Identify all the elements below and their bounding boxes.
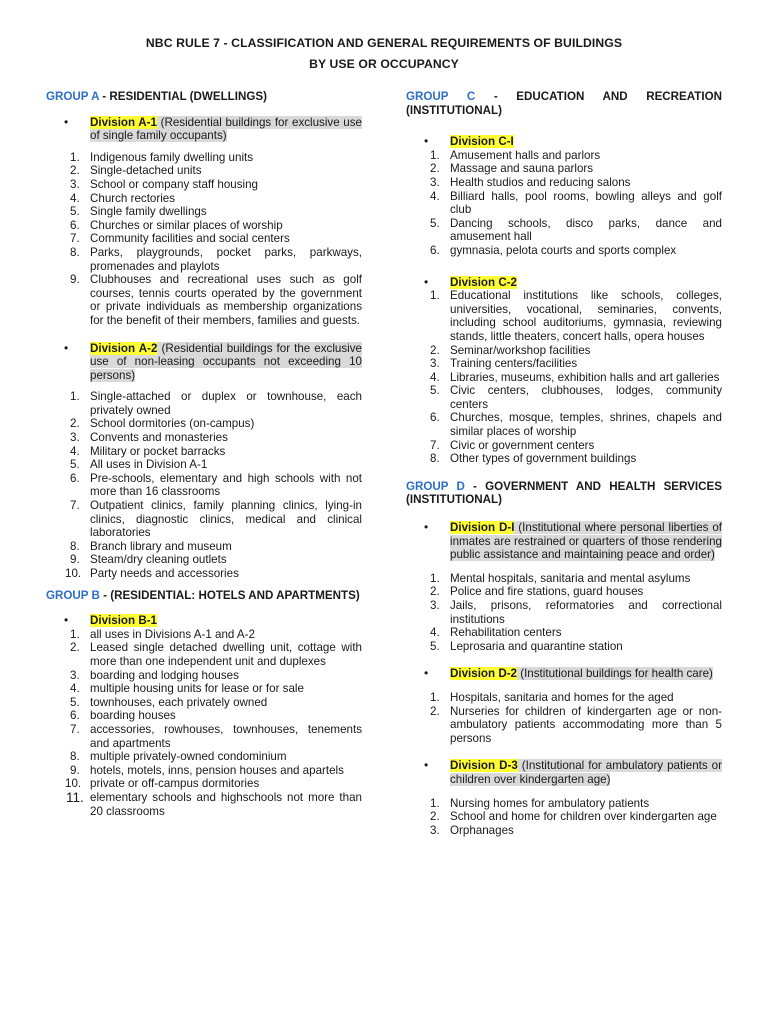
list-item-text: Orphanages: [450, 823, 514, 837]
division-d1-heading: [406, 521, 722, 562]
list-number: 8.: [70, 539, 80, 553]
list-item: [406, 149, 722, 163]
group-c-label: GROUP C: [406, 90, 476, 103]
list-number: 6.: [70, 218, 80, 232]
list-item-text: accessories, rowhouses, townhouses, tenements and apartments: [90, 722, 362, 750]
list-number: 1.: [70, 627, 80, 641]
list-item: [46, 669, 362, 683]
list-item: [406, 640, 722, 654]
division-d2-list: [406, 691, 722, 745]
group-d-label: GROUP D: [406, 479, 465, 493]
list-number: 2.: [430, 585, 440, 599]
list-number: 1.: [430, 148, 440, 162]
list-number: 3.: [430, 175, 440, 189]
list-item: [406, 705, 722, 746]
list-item: [406, 190, 722, 217]
list-item-text: Dancing schools, disco parks, dance and amusement hall: [450, 216, 722, 244]
list-number: 2.: [430, 810, 440, 824]
list-item-text: Nursing homes for ambulatory patients: [450, 796, 650, 810]
list-item-text: Churches, mosque, temples, shrines, chapels and similar places of worship: [450, 411, 722, 439]
list-number: 4.: [430, 370, 440, 384]
list-number: 4.: [70, 444, 80, 458]
list-number: 1.: [430, 289, 440, 303]
division-b1-list: [46, 628, 362, 818]
bullet-icon: •: [64, 114, 69, 129]
list-item: [406, 439, 722, 453]
list-item: [46, 641, 362, 668]
list-number: 9.: [70, 763, 80, 777]
document-title: NBC RULE 7 - CLASSIFICATION AND GENERAL REQUIREMENTS OF BUILDINGS: [145, 36, 623, 50]
division-b1-name: Division B-1: [90, 614, 157, 628]
bullet-icon: •: [424, 520, 429, 535]
list-number: 4.: [430, 626, 440, 640]
division-d2-name: Division D-2: [450, 667, 517, 681]
division-a2-list: [46, 390, 362, 580]
division-a2-desc: (Residential buildings for the exclusive use of non-leasing occupants not exceeding 10 persons): [90, 341, 362, 382]
list-item: [406, 411, 722, 438]
list-item-text: Civic or government centers: [450, 438, 595, 452]
list-number: 6.: [70, 709, 80, 723]
list-item-text: Leprosaria and quarantine station: [450, 639, 623, 653]
list-number: 7.: [430, 438, 440, 452]
list-item-text: Churches or similar places of worship: [90, 218, 283, 232]
list-item-text: All uses in Division A-1: [90, 458, 208, 472]
right-column: [406, 90, 722, 837]
list-item-text: multiple housing units for lease or for sale: [90, 682, 304, 696]
division-d3-list: [406, 797, 722, 838]
group-d-heading: [406, 480, 722, 507]
group-c-title: - EDUCATION AND RECREATION (INSTITUTIONAL): [406, 90, 722, 117]
list-item: [46, 709, 362, 723]
list-item: [46, 540, 362, 554]
list-item: [46, 567, 362, 581]
list-item: [46, 458, 362, 472]
group-b-heading: [46, 589, 362, 603]
division-d2-desc: (Institutional buildings for health care): [517, 667, 713, 681]
list-item: [46, 777, 362, 791]
list-item: [46, 178, 362, 192]
list-item: [406, 289, 722, 343]
list-item: [406, 384, 722, 411]
list-item: [46, 164, 362, 178]
list-item: [406, 691, 722, 705]
list-number: 8.: [70, 245, 80, 259]
list-item-text: Billiard halls, pool rooms, bowling alleys and golf club: [450, 189, 722, 217]
list-item-text: Branch library and museum: [90, 539, 232, 553]
list-item: [46, 273, 362, 327]
list-item-text: Massage and sauna parlors: [450, 162, 594, 176]
division-d1-list: [406, 572, 722, 654]
list-number: 2.: [430, 162, 440, 176]
list-item-text: Military or pocket barracks: [90, 444, 226, 458]
list-item-text: Indigenous family dwelling units: [90, 150, 254, 164]
list-item-text: Amusement halls and parlors: [450, 148, 601, 162]
group-b-label: GROUP B: [46, 588, 100, 602]
division-a1-name: Division A-1: [90, 115, 157, 129]
list-item-text: Single-attached or duplex or townhouse, each privately owned: [90, 390, 362, 417]
list-item-text: Training centers/facilities: [450, 357, 578, 371]
group-a-title: - RESIDENTIAL (DWELLINGS): [99, 90, 267, 103]
list-number: 5.: [70, 458, 80, 472]
list-number: 1.: [70, 150, 80, 164]
list-item: [406, 244, 722, 258]
list-item: [46, 390, 362, 417]
list-item-text: Single-detached units: [90, 164, 202, 178]
list-item: [406, 797, 722, 811]
list-item-text: townhouses, each privately owned: [90, 695, 268, 709]
list-item-text: Libraries, museums, exhibition halls and art galleries: [450, 370, 720, 384]
list-number: 6.: [70, 471, 80, 485]
list-number: 1.: [70, 390, 80, 404]
list-item-text: Party needs and accessories: [90, 567, 239, 580]
division-c2-name: Division C-2: [450, 275, 517, 289]
division-a2-name: Division A-2: [90, 341, 158, 355]
list-item: [46, 192, 362, 206]
list-number: 5.: [430, 639, 440, 653]
list-number: 1.: [430, 796, 440, 810]
division-c2-list: [406, 289, 722, 466]
list-item-text: Educational institutions like schools, colleges, universities, vocational, seminaries, convents, including school auditoriums, gymnasia, reviewing stands, little theaters, concert halls, opera houses: [450, 289, 722, 343]
list-item: [46, 791, 362, 818]
list-item: [46, 764, 362, 778]
list-item: [46, 205, 362, 219]
list-item-text: Health studios and reducing salons: [450, 175, 631, 189]
list-item: [46, 628, 362, 642]
division-c1-heading: [406, 135, 722, 149]
list-item-text: boarding and lodging houses: [90, 668, 239, 682]
list-item-text: School and home for children over kindergarten age: [450, 810, 717, 824]
list-item: [46, 553, 362, 567]
list-item-text: Rehabilitation centers: [450, 626, 562, 640]
list-number: 5.: [430, 216, 440, 230]
list-item-text: School or company staff housing: [90, 177, 258, 191]
bullet-icon: •: [64, 613, 69, 628]
list-item-text: Hospitals, sanitaria and homes for the aged: [450, 690, 674, 704]
list-item-text: Pre-schools, elementary and high schools with not more than 16 classrooms: [90, 471, 362, 499]
list-item-text: Seminar/workshop facilities: [450, 343, 591, 357]
list-item-text: Steam/dry cleaning outlets: [90, 553, 227, 567]
list-number: 2.: [430, 704, 440, 718]
list-item: [406, 585, 722, 599]
list-number: 1.: [430, 571, 440, 585]
list-item: [46, 499, 362, 540]
list-number: 8.: [70, 750, 80, 764]
list-number: 9.: [70, 553, 80, 567]
division-c1-name: Division C-I: [450, 135, 514, 149]
group-b-title: - (RESIDENTIAL: HOTELS AND APARTMENTS): [99, 588, 360, 602]
division-d2-heading: [406, 667, 722, 681]
list-item-text: Clubhouses and recreational uses such as golf courses, tennis courts operated by the government or private individuals as membership organizations for the benefit of their members, families and guests.: [90, 273, 362, 327]
list-item-text: elementary schools and highschools not more than 20 classrooms: [90, 790, 362, 818]
list-item: [406, 176, 722, 190]
division-a1-list: [46, 151, 362, 328]
list-item-text: School dormitories (on-campus): [90, 417, 255, 431]
list-number: 7.: [70, 232, 80, 246]
division-d3-desc: (Institutional for ambulatory patients or children over kindergarten age): [450, 759, 722, 786]
list-number: 2.: [70, 164, 80, 178]
group-d-title: - GOVERNMENT AND HEALTH SERVICES (INSTITUTIONAL): [406, 479, 722, 507]
list-item-text: Church rectories: [90, 191, 176, 205]
list-number: 2.: [430, 343, 440, 357]
division-a2-heading: [46, 342, 362, 383]
list-item-text: hotels, motels, inns, pension houses and apartels: [90, 763, 344, 777]
list-item: [46, 750, 362, 764]
list-item: [46, 723, 362, 750]
bullet-icon: •: [424, 758, 429, 773]
list-item: [46, 431, 362, 445]
list-item-text: Police and fire stations, guard houses: [450, 585, 644, 599]
list-number: 5.: [70, 205, 80, 219]
list-number: 10.: [65, 567, 82, 580]
list-item-text: Leased single detached dwelling unit, cottage with more than one independent unit and duplexes: [90, 641, 362, 668]
division-d1-desc: (Institutional where personal liberties of inmates are restrained or quarters of those rendering public assistance and maintaining peace and order): [450, 521, 722, 562]
list-number: 4.: [430, 189, 440, 203]
list-number: 7.: [70, 722, 80, 736]
list-item: [406, 810, 722, 824]
list-item: [406, 626, 722, 640]
list-number: 2.: [70, 417, 80, 431]
bullet-icon: •: [424, 274, 429, 289]
list-number: 6.: [430, 411, 440, 425]
list-number: 10.: [65, 777, 82, 791]
division-d3-heading: [406, 759, 722, 786]
group-a-label: GROUP A: [46, 90, 100, 103]
list-item-text: Outpatient clinics, family planning clinics, lying-in clinics, diagnostic clinics, medical and clinical laboratories: [90, 499, 362, 540]
document-subtitle: BY USE OR OCCUPANCY: [309, 57, 459, 71]
list-item-text: Other types of government buildings: [450, 452, 637, 466]
division-b1-heading: [46, 614, 362, 628]
bullet-icon: •: [424, 666, 429, 681]
list-number: 11.: [66, 789, 84, 805]
list-item-text: private or off-campus dormitories: [90, 777, 260, 791]
list-item-text: Nurseries for children of kindergarten age or non-ambulatory patients accommodating more than 5 persons: [450, 704, 722, 745]
list-number: 3.: [430, 823, 440, 837]
list-number: 3.: [70, 668, 80, 682]
list-item-text: multiple privately-owned condominium: [90, 750, 287, 764]
list-number: 9.: [70, 273, 80, 287]
list-item: [406, 452, 722, 466]
list-item: [46, 219, 362, 233]
list-item-text: Jails, prisons, reformatories and correctional institutions: [450, 599, 722, 626]
list-number: 3.: [430, 357, 440, 371]
list-item: [46, 696, 362, 710]
list-number: 5.: [430, 384, 440, 398]
list-item-text: Single family dwellings: [90, 205, 207, 219]
list-item-text: Community facilities and social centers: [90, 232, 290, 246]
left-column: [46, 90, 362, 818]
list-number: 6.: [430, 243, 440, 257]
list-number: 3.: [70, 177, 80, 191]
list-item: [46, 417, 362, 431]
list-number: 3.: [70, 431, 80, 445]
list-item: [46, 151, 362, 165]
list-item: [406, 824, 722, 838]
division-a1-desc: (Residential buildings for exclusive use of single family occupants): [90, 115, 362, 143]
list-item: [46, 246, 362, 273]
list-item: [46, 232, 362, 246]
division-c1-list: [406, 149, 722, 258]
list-item-text: all uses in Divisions A-1 and A-2: [90, 627, 255, 641]
list-item-text: Civic centers, clubhouses, lodges, community centers: [450, 384, 722, 411]
list-item-text: boarding houses: [90, 709, 176, 723]
list-item-text: gymnasia, pelota courts and sports complex: [450, 243, 677, 257]
list-item: [406, 344, 722, 358]
division-c2-heading: [406, 276, 722, 290]
list-item: [46, 682, 362, 696]
list-number: 7.: [70, 499, 80, 513]
division-d3-name: Division D-3: [450, 759, 518, 773]
list-number: 4.: [70, 191, 80, 205]
division-a1-heading: [46, 116, 362, 143]
list-number: 5.: [70, 695, 80, 709]
list-item: [46, 445, 362, 459]
list-item: [406, 162, 722, 176]
list-number: 3.: [430, 599, 440, 612]
list-number: 4.: [70, 682, 80, 696]
bullet-icon: •: [424, 134, 429, 149]
list-item-text: Convents and monasteries: [90, 431, 228, 445]
list-number: 1.: [430, 690, 440, 704]
list-item-text: Parks, playgrounds, pocket parks, parkways, promenades and playlots: [90, 245, 362, 273]
list-number: 8.: [430, 452, 440, 466]
list-item: [46, 472, 362, 499]
list-item: [406, 599, 722, 626]
list-item: [406, 357, 722, 371]
group-a-heading: [46, 90, 362, 104]
list-item: [406, 572, 722, 586]
list-number: 2.: [70, 641, 80, 655]
list-item: [406, 217, 722, 244]
division-d1-name: Division D-I: [450, 521, 515, 535]
bullet-icon: •: [64, 340, 69, 355]
list-item-text: Mental hospitals, sanitaria and mental asylums: [450, 571, 691, 585]
group-c-heading: [406, 90, 722, 117]
list-item: [406, 371, 722, 385]
